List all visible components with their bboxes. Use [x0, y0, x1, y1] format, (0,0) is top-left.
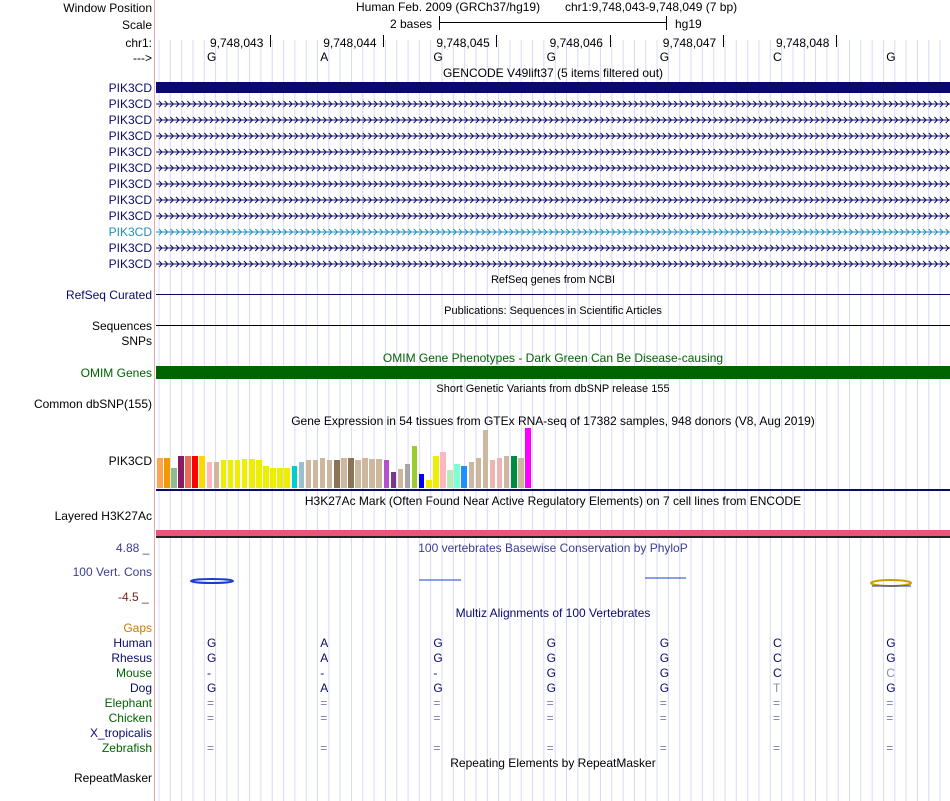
- gencode-gene-label[interactable]: PIK3CD: [108, 81, 152, 95]
- gencode-intron-line[interactable]: [156, 242, 950, 254]
- gtex-tissue-bar[interactable]: [327, 460, 333, 488]
- multiz-species-label[interactable]: Human: [113, 636, 152, 650]
- multiz-base: G: [546, 681, 556, 695]
- multiz-base: =: [207, 741, 215, 755]
- multiz-base: =: [546, 711, 554, 725]
- gtex-gene-line[interactable]: [156, 489, 950, 491]
- cons-peak-1: [191, 579, 233, 583]
- gtex-tissue-bar[interactable]: [497, 458, 503, 488]
- position-readout: chr1:9,748,043-9,748,049 (7 bp): [565, 0, 738, 14]
- ruler-tick-mark: [723, 35, 724, 47]
- reference-base: G: [546, 50, 556, 64]
- multiz-base: -: [433, 666, 438, 680]
- gtex-tissue-bar[interactable]: [391, 472, 397, 488]
- gtex-tissue-bar[interactable]: [447, 470, 453, 488]
- multiz-base: G: [886, 636, 896, 650]
- gtex-tissue-bar[interactable]: [228, 460, 234, 488]
- multiz-base: A: [320, 681, 329, 695]
- snps-label[interactable]: SNPs: [121, 334, 152, 348]
- ruler-tick-mark: [383, 35, 384, 47]
- gtex-track-title[interactable]: Gene Expression in 54 tissues from GTEx RNA-seq of 17382 samples, 948 donors (V8, Aug 2019): [291, 414, 815, 428]
- multiz-base: G: [546, 636, 556, 650]
- gtex-tissue-bar[interactable]: [504, 456, 510, 488]
- gtex-tissue-bar[interactable]: [249, 459, 255, 488]
- sequences-track-label[interactable]: Sequences: [91, 319, 152, 333]
- gtex-tissue-bar[interactable]: [178, 456, 184, 488]
- multiz-base: =: [320, 711, 328, 725]
- repeatmasker-track-label[interactable]: RepeatMasker: [73, 771, 152, 785]
- multiz-base: C: [773, 636, 782, 650]
- gtex-tissue-bar[interactable]: [235, 460, 241, 488]
- dbsnp-track-label[interactable]: Common dbSNP(155): [33, 397, 152, 411]
- ruler-tick-label: 9,748,044: [323, 36, 377, 50]
- scale-bar: [439, 22, 666, 23]
- multiz-species-label[interactable]: Rhesus: [111, 651, 152, 665]
- gencode-gene-label[interactable]: PIK3CD: [108, 145, 152, 159]
- multiz-species-label[interactable]: Elephant: [104, 696, 152, 710]
- h3k27ac-baseline: [156, 536, 950, 538]
- multiz-base: C: [773, 651, 782, 665]
- gtex-track-label[interactable]: PIK3CD: [108, 454, 152, 468]
- strand-label: --->: [133, 51, 152, 65]
- gtex-tissue-bar[interactable]: [299, 462, 305, 488]
- gtex-tissue-bar[interactable]: [454, 464, 460, 488]
- multiz-base: G: [433, 681, 443, 695]
- reference-base: C: [773, 50, 782, 64]
- gtex-tissue-bar[interactable]: [171, 468, 177, 488]
- refseq-track-title[interactable]: RefSeq genes from NCBI: [490, 274, 616, 286]
- multiz-species-label[interactable]: Dog: [129, 681, 152, 695]
- multiz-base: G: [433, 636, 443, 650]
- gencode-gene-label[interactable]: PIK3CD: [108, 129, 152, 143]
- h3k27ac-track-label[interactable]: Layered H3K27Ac: [54, 509, 152, 523]
- ruler-tick-label: 9,748,045: [436, 36, 490, 50]
- multiz-species-label[interactable]: Chicken: [108, 711, 152, 725]
- reference-base: A: [320, 50, 329, 64]
- gtex-tissue-bar[interactable]: [292, 466, 298, 488]
- gtex-tissue-bar[interactable]: [369, 459, 375, 488]
- gtex-tissue-bar[interactable]: [348, 458, 354, 488]
- gtex-tissue-bar[interactable]: [341, 458, 347, 488]
- gtex-tissue-bar[interactable]: [320, 458, 326, 488]
- gtex-tissue-bar[interactable]: [511, 456, 517, 488]
- multiz-base: A: [320, 651, 329, 665]
- gtex-tissue-bar[interactable]: [405, 464, 411, 488]
- gtex-tissue-bar[interactable]: [483, 430, 489, 488]
- gencode-intron-line[interactable]: [156, 146, 950, 158]
- scale-label: Scale: [121, 18, 152, 32]
- multiz-base: G: [659, 666, 670, 680]
- multiz-base: =: [886, 741, 894, 755]
- ruler-tick-label: 9,748,046: [549, 36, 603, 50]
- multiz-base: =: [433, 696, 441, 710]
- multiz-base: G: [546, 666, 556, 680]
- multiz-base: G: [207, 681, 217, 695]
- gtex-tissue-bar[interactable]: [426, 480, 432, 488]
- reference-base: G: [886, 50, 896, 64]
- assembly-title: Human Feb. 2009 (GRCh37/hg19): [356, 0, 541, 14]
- multiz-base: =: [659, 696, 667, 710]
- cons-max-label: 4.88 _: [116, 541, 150, 555]
- gencode-intron-line[interactable]: [156, 114, 950, 126]
- multiz-base: G: [546, 651, 556, 665]
- gtex-tissue-bar[interactable]: [185, 456, 191, 488]
- gtex-tissue-bar[interactable]: [334, 460, 340, 488]
- scale-bar-left: [439, 16, 440, 30]
- gencode-exon-bar[interactable]: [156, 82, 950, 93]
- gtex-tissue-bar[interactable]: [199, 456, 205, 488]
- gencode-gene-label[interactable]: PIK3CD: [108, 97, 152, 111]
- cons-track-title[interactable]: 100 vertebrates Basewise Conservation by PhyloP: [418, 541, 688, 555]
- gtex-tissue-bar[interactable]: [461, 466, 467, 488]
- refseq-line[interactable]: [156, 294, 950, 295]
- gencode-gene-label[interactable]: PIK3CD: [108, 241, 152, 255]
- multiz-base: C: [886, 666, 895, 680]
- gtex-tissue-bar[interactable]: [277, 468, 283, 488]
- multiz-base: =: [433, 741, 441, 755]
- publications-track-title[interactable]: Publications: Sequences in Scientific Articles: [444, 305, 662, 317]
- multiz-base: G: [886, 651, 896, 665]
- cons-peak-4: [871, 580, 911, 586]
- gencode-gene-label[interactable]: PIK3CD: [108, 113, 152, 127]
- multiz-base: G: [207, 651, 217, 665]
- h3k27ac-track-title[interactable]: H3K27Ac Mark (Often Found Near Active Regulatory Elements) on 7 cell lines from ENCODE: [304, 494, 802, 508]
- reference-base: G: [207, 50, 217, 64]
- scale-bar-right: [666, 16, 667, 30]
- ruler-tick-label: 9,748,047: [662, 36, 717, 50]
- cons-graph[interactable]: [156, 570, 950, 594]
- multiz-base: =: [659, 741, 667, 755]
- gencode-gene-label[interactable]: PIK3CD: [108, 161, 152, 175]
- multiz-base: =: [320, 741, 328, 755]
- multiz-base: A: [320, 636, 329, 650]
- gencode-intron-line[interactable]: [156, 130, 950, 142]
- multiz-base: -: [320, 666, 325, 680]
- gtex-tissue-bar[interactable]: [256, 460, 262, 488]
- gencode-gene-label[interactable]: PIK3CD: [108, 257, 152, 271]
- cons-track-label[interactable]: 100 Vert. Cons: [72, 565, 152, 579]
- gtex-tissue-bar[interactable]: [398, 469, 404, 488]
- gtex-tissue-bar[interactable]: [376, 459, 382, 488]
- gencode-gene-label[interactable]: PIK3CD: [108, 209, 152, 223]
- gtex-tissue-bar[interactable]: [362, 458, 368, 488]
- ruler-tick-label: 9,748,043: [210, 36, 264, 50]
- gtex-tissue-bar[interactable]: [440, 452, 446, 488]
- gtex-tissue-bar[interactable]: [164, 458, 170, 488]
- gtex-tissue-bar[interactable]: [384, 460, 390, 488]
- gencode-gene-label[interactable]: PIK3CD: [108, 177, 152, 191]
- gtex-tissue-bar[interactable]: [263, 466, 269, 488]
- multiz-base: G: [659, 636, 670, 650]
- gencode-intron-line[interactable]: [156, 98, 950, 110]
- multiz-base: =: [433, 711, 441, 725]
- gtex-tissue-bar[interactable]: [419, 474, 425, 488]
- ruler-tick-mark: [610, 35, 611, 47]
- gtex-tissue-bar[interactable]: [157, 458, 163, 488]
- reference-base: G: [433, 50, 443, 64]
- gtex-tissue-bar[interactable]: [355, 460, 361, 488]
- gtex-tissue-bar[interactable]: [518, 458, 524, 488]
- gtex-tissue-bar[interactable]: [313, 460, 319, 488]
- gtex-tissue-bar[interactable]: [270, 468, 276, 488]
- gaps-label: Gaps: [123, 621, 152, 635]
- window-position-label: Window Position: [63, 1, 152, 15]
- multiz-base: =: [546, 696, 554, 710]
- multiz-base: G: [886, 681, 896, 695]
- multiz-base: C: [773, 666, 782, 680]
- multiz-base: =: [207, 711, 215, 725]
- gtex-tissue-bar[interactable]: [214, 462, 220, 488]
- omim-track-label[interactable]: OMIM Genes: [80, 366, 152, 380]
- gencode-intron-line[interactable]: [156, 226, 950, 238]
- gencode-track-title[interactable]: GENCODE V49lift37 (5 items filtered out): [442, 66, 664, 80]
- scale-db: hg19: [675, 17, 702, 31]
- image-left-border: [154, 0, 155, 801]
- multiz-species-label[interactable]: X_tropicalis: [89, 726, 152, 740]
- multiz-base: G: [659, 651, 670, 665]
- gtex-tissue-bar[interactable]: [207, 462, 213, 488]
- repeatmasker-track-title[interactable]: Repeating Elements by RepeatMasker: [450, 756, 656, 770]
- gencode-intron-line[interactable]: [156, 178, 950, 190]
- multiz-base: =: [320, 696, 328, 710]
- ruler-tick-label: 9,748,048: [776, 36, 830, 50]
- gencode-intron-line[interactable]: [156, 194, 950, 206]
- ruler-tick-mark: [496, 35, 497, 47]
- multiz-base: =: [207, 696, 215, 710]
- gencode-intron-line[interactable]: [156, 258, 950, 270]
- refseq-track-label[interactable]: RefSeq Curated: [65, 288, 152, 302]
- multiz-species-label[interactable]: Zebrafish: [101, 741, 152, 755]
- multiz-base: =: [886, 696, 894, 710]
- gencode-intron-line[interactable]: [156, 210, 950, 222]
- gencode-intron-line[interactable]: [156, 162, 950, 174]
- multiz-base: T: [773, 681, 781, 695]
- multiz-base: =: [773, 741, 781, 755]
- gtex-tissue-bar[interactable]: [525, 428, 531, 488]
- multiz-base: G: [659, 681, 670, 695]
- multiz-base: =: [546, 741, 554, 755]
- reference-base: G: [659, 50, 670, 64]
- gtex-tissue-bar[interactable]: [476, 458, 482, 488]
- ruler-tick-mark: [836, 35, 837, 47]
- multiz-base: =: [773, 711, 781, 725]
- cons-min-label: -4.5 _: [118, 590, 149, 604]
- omim-bar[interactable]: [156, 366, 950, 379]
- gencode-gene-label[interactable]: PIK3CD: [108, 193, 152, 207]
- omim-track-title[interactable]: OMIM Gene Phenotypes - Dark Green Can Be Disease-causing: [382, 351, 724, 365]
- multiz-species-label[interactable]: Mouse: [115, 666, 152, 680]
- multiz-base: G: [433, 651, 443, 665]
- ruler-tick-mark: [270, 35, 271, 47]
- scale-text: 2 bases: [390, 17, 433, 31]
- chrom-label: chr1:: [125, 36, 152, 50]
- multiz-base: =: [659, 711, 667, 725]
- gtex-tissue-bar[interactable]: [192, 456, 198, 488]
- gtex-tissue-bar[interactable]: [242, 459, 248, 488]
- gtex-tissue-bar[interactable]: [306, 460, 312, 488]
- multiz-base: =: [886, 711, 894, 725]
- gtex-tissue-bar[interactable]: [490, 460, 496, 488]
- gtex-tissue-bar[interactable]: [412, 446, 418, 488]
- gtex-tissue-bar[interactable]: [433, 456, 439, 488]
- multiz-base: -: [207, 666, 211, 680]
- gtex-tissue-bar[interactable]: [284, 468, 290, 488]
- multiz-track-title[interactable]: Multiz Alignments of 100 Vertebrates: [455, 606, 651, 620]
- gencode-gene-label[interactable]: PIK3CD: [108, 225, 152, 239]
- gtex-tissue-bar[interactable]: [221, 460, 227, 488]
- multiz-base: G: [207, 636, 217, 650]
- dbsnp-track-title[interactable]: Short Genetic Variants from dbSNP release 155: [436, 383, 670, 395]
- publications-line[interactable]: [156, 325, 950, 326]
- gtex-tissue-bar[interactable]: [469, 462, 475, 488]
- multiz-base: =: [773, 696, 781, 710]
